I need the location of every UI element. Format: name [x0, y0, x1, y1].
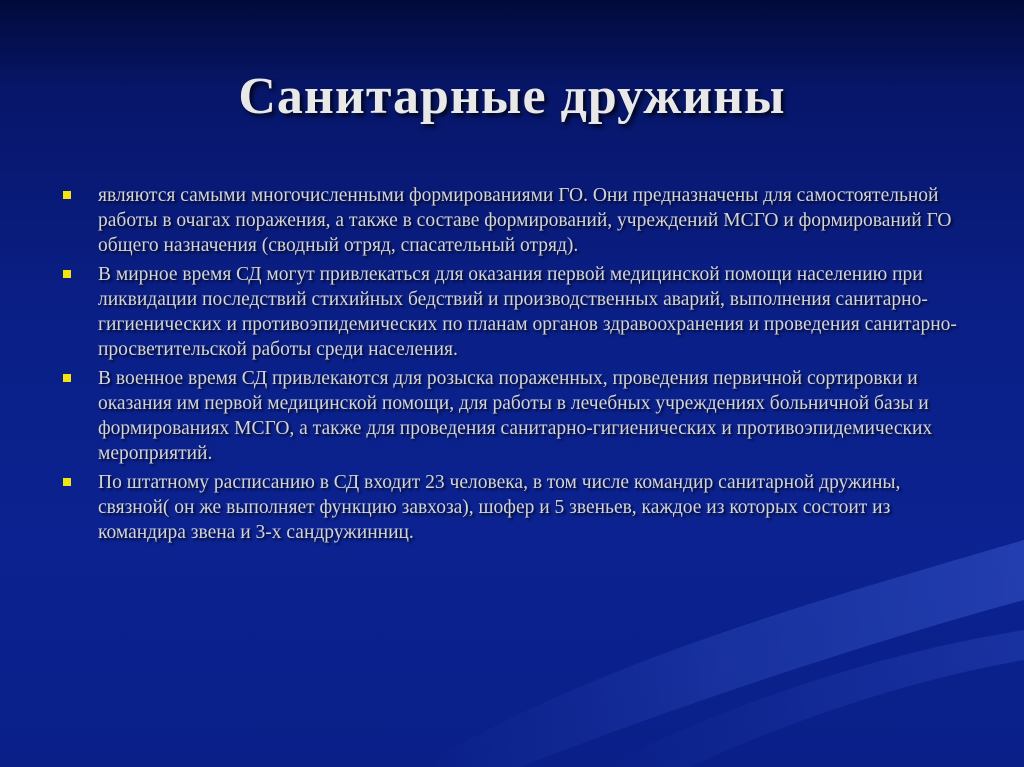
- bullet-text: В военное время СД привлекаются для розыска пораженных, проведения первичной сортировки и оказания им первой медицинской помощи, для работы в лечебных учреждениях больничной базы и формированиях МСГО, а также для проведения санитарно-гигиенических и противоэпидемических мероприятий.: [98, 368, 933, 464]
- bullet-text: По штатному расписанию в СД входит 23 человека, в том числе командир санитарной дружины, связной( он же выполняет функцию завхоза), шофер и 5 звеньев, каждое из которых состоит из командира звена и 3-х сандружинниц.: [98, 472, 901, 543]
- square-bullet-icon: [63, 374, 71, 382]
- bullet-item: [60, 183, 970, 258]
- bullet-item: [60, 262, 970, 362]
- square-bullet-icon: [63, 191, 71, 199]
- bullet-item: [60, 366, 970, 466]
- bullet-item: [60, 470, 970, 545]
- square-bullet-icon: [63, 478, 71, 486]
- slide-title: Санитарные дружины: [238, 68, 786, 125]
- bullet-list: [60, 183, 970, 549]
- square-bullet-icon: [63, 270, 71, 278]
- bullet-text: В мирное время СД могут привлекаться для оказания первой медицинской помощи населению при ликвидации последствий стихийных бедствий и производственных аварий, выполнения санитарно-гигиенических и противоэпидемических по планам органов здравоохранения и проведения санитарно-просветительской работы среди населения.: [98, 264, 957, 360]
- bullet-text: являются самыми многочисленными формированиями ГО. Они предназначены для самостоятельной работы в очагах поражения, а также в составе формирований, учреждений МСГО и формирований ГО общего назначения (сводный отряд, спасательный отряд).: [98, 185, 952, 256]
